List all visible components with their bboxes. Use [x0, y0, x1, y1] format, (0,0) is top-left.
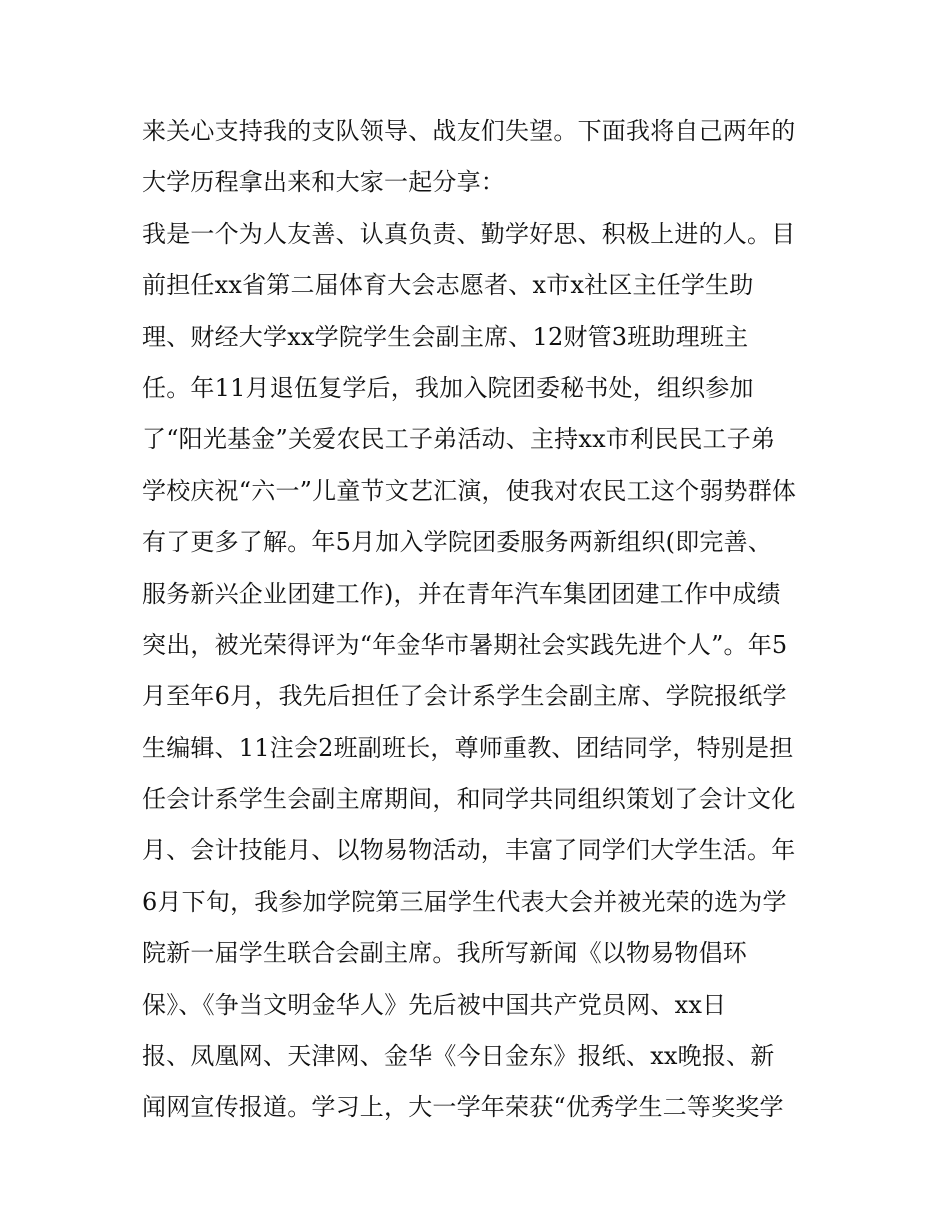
text-line: 保》、《争当文明金华人》先后被中国共产党员网、xx日 [142, 990, 727, 1019]
text-line: 6月下旬，我参加学院第三届学生代表大会并被光荣的选为学 [142, 887, 787, 916]
text-line: 院新一届学生联合会副主席。我所写新闻《以物易物倡环 [142, 939, 747, 968]
text-line: 学校庆祝“六一”儿童节文艺汇演，使我对农民工这个弱势群体 [142, 476, 797, 505]
text-line: 生编辑、11注会2班副班长，尊师重教、团结同学，特别是担 [142, 733, 794, 762]
text-line: 服务新兴企业团建工作)，并在青年汽车集团团建工作中成绩 [142, 579, 781, 608]
text-line: 月至年6月，我先后担任了会计系学生会副主席、学院报纸学 [142, 682, 787, 711]
text-line: 有了更多了解。年5月加入学院团委服务两新组织(即完善、 [142, 528, 773, 557]
text-line: 了“阳光基金”关爱农民工子弟活动、主持xx市利民民工子弟 [142, 425, 776, 454]
text-line: 我是一个为人友善、认真负责、勤学好思、积极上进的人。目 [142, 219, 796, 248]
text-line: 大学历程拿出来和大家一起分享： [142, 168, 505, 197]
text-line: 闻网宣传报道。学习上，大一学年荣获“优秀学生二等奖奖学 [142, 1093, 784, 1122]
text-line: 报、凤凰网、天津网、金华《今日金东》报纸、xx晚报、新 [142, 1042, 775, 1071]
text-line: 来关心支持我的支队领导、战友们失望。下面我将自己两年的 [142, 117, 796, 145]
text-line: 理、财经大学xx学院学生会副主席、12财管3班助理班主 [142, 322, 749, 351]
text-line: 任。年11月退伍复学后，我加入院团委秘书处，组织参加 [142, 373, 754, 402]
text-line: 突出，被光荣得评为“年金华市暑期社会实践先进个人”。年5 [142, 630, 788, 659]
text-line: 前担任xx省第二届体育大会志愿者、x市x社区主任学生助 [142, 271, 754, 300]
text-line: 任会计系学生会副主席期间，和同学共同组织策划了会计文化 [142, 785, 796, 814]
body-text [142, 106, 822, 1134]
text-line: 月、会计技能月、以物易物活动，丰富了同学们大学生活。年 [142, 836, 796, 865]
